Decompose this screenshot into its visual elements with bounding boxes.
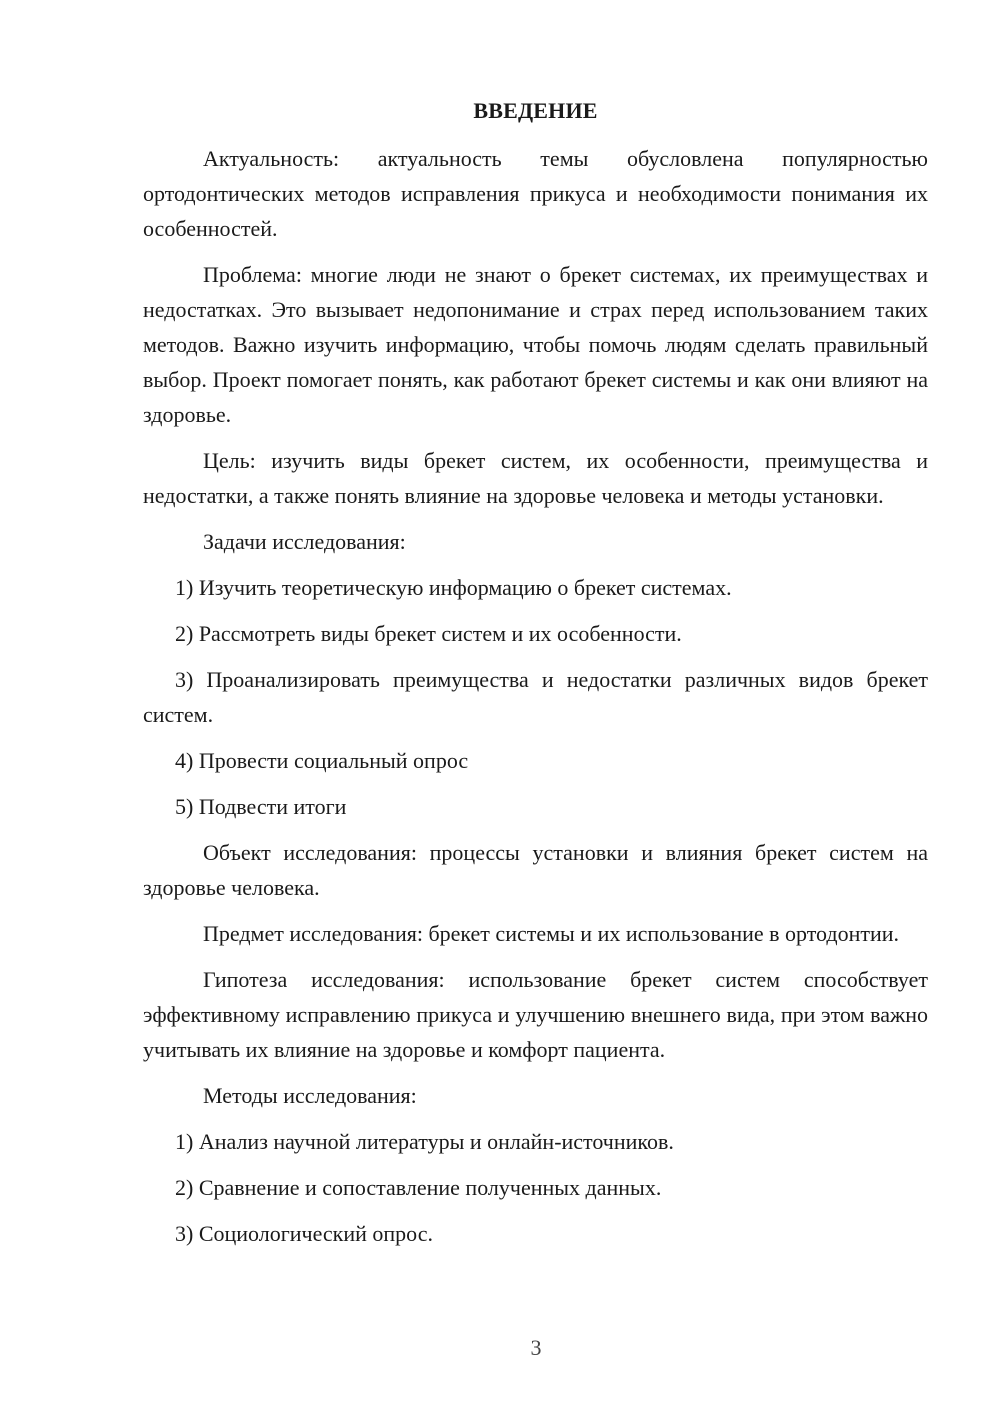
goal-paragraph: Цель: изучить виды брекет систем, их особенности, преимущества и недостатки, а также понять влияние на здоровье человека и методы установки. bbox=[143, 448, 928, 508]
page-number: 3 bbox=[530, 1335, 542, 1360]
relevance-paragraph: Актуальность: актуальность темы обусловлена популярностью ортодонтических методов исправления прикуса и необходимости понимания их особенностей. bbox=[143, 146, 928, 241]
task-item: 1) Изучить теоретическую информацию о брекет системах. bbox=[175, 575, 732, 600]
methods-heading: Методы исследования: bbox=[203, 1083, 417, 1108]
task-item: 3) Проанализировать преимущества и недостатки различных видов брекет систем. bbox=[143, 667, 928, 727]
task-item: 5) Подвести итоги bbox=[175, 794, 347, 819]
tasks-heading: Задачи исследования: bbox=[203, 529, 406, 554]
method-item: 1) Анализ научной литературы и онлайн-источников. bbox=[175, 1129, 674, 1154]
task-item: 2) Рассмотреть виды брекет систем и их особенности. bbox=[175, 621, 682, 646]
problem-paragraph: Проблема: многие люди не знают о брекет системах, их преимуществах и недостатках. Это вызывает недопонимание и страх перед использованием таких методов. Важно изучить информацию, чтобы помочь людям сделать правильный выбор. Проект помогает понять, как работают брекет системы и как они влияют на здоровье. bbox=[143, 262, 928, 427]
method-item: 3) Социологический опрос. bbox=[175, 1221, 433, 1246]
subject-paragraph: Предмет исследования: брекет системы и их использование в ортодонтии. bbox=[203, 921, 900, 946]
page-title: ВВЕДЕНИЕ bbox=[473, 98, 598, 123]
task-item: 4) Провести социальный опрос bbox=[175, 748, 469, 773]
object-paragraph: Объект исследования: процессы установки и влияния брекет систем на здоровье человека. bbox=[143, 840, 928, 900]
document-page bbox=[143, 93, 928, 1262]
hypothesis-paragraph: Гипотеза исследования: использование брекет систем способствует эффективному исправлению прикуса и улучшению внешнего вида, при этом важно учитывать их влияние на здоровье и комфорт пациента. bbox=[143, 967, 928, 1062]
method-item: 2) Сравнение и сопоставление полученных данных. bbox=[175, 1175, 662, 1200]
